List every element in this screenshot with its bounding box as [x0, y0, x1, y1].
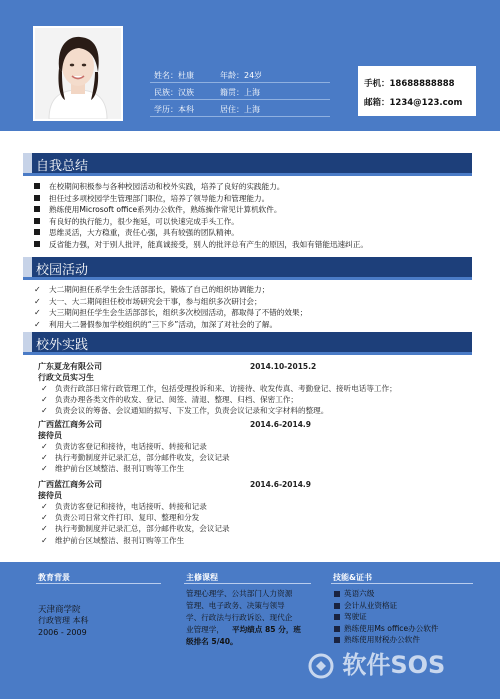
section-header-campus — [23, 257, 472, 280]
list-item-text: 驾驶证 — [344, 612, 367, 621]
list-item — [38, 405, 458, 416]
name-field: 姓名：杜康 — [154, 71, 194, 80]
check-icon: ✓ — [41, 513, 48, 523]
major-text: 行政管理 本科 — [38, 616, 89, 625]
check-icon: ✓ — [34, 308, 41, 318]
course-line: 管理、电子政务、决策与领导 — [186, 601, 285, 610]
divider — [331, 583, 473, 584]
check-icon: ✓ — [41, 535, 48, 545]
job-role: 接待员 — [38, 431, 62, 440]
company-name — [38, 361, 458, 372]
list-item-text: 熟练使用Microsoft office系列办公软件，熟练操作常见计算机软件。 — [49, 205, 282, 215]
list-item-text: 负责公司日常文件打印、复印、整理和分发 — [55, 513, 200, 523]
section-header-summary — [23, 153, 472, 176]
check-icon: ✓ — [41, 464, 48, 474]
info-row — [150, 66, 330, 83]
list-item-text: 有良好的执行能力，很少拖延，可以快速完成手头工作。 — [49, 216, 239, 226]
list-item — [34, 239, 474, 251]
skills-heading: 技能&证书 — [333, 573, 372, 582]
list-item — [38, 441, 458, 452]
square-bullet-icon — [334, 626, 340, 632]
watermark — [308, 645, 498, 685]
skills-list — [333, 588, 483, 646]
list-item-text: 英语六级 — [344, 589, 375, 598]
square-bullet-icon — [34, 229, 40, 235]
list-item — [34, 181, 474, 193]
list-item-text: 执行考勤制度并记录汇总，部分邮件收发，会议记录 — [55, 453, 230, 463]
company-text: 广西蓝江商务公司 — [38, 420, 102, 429]
list-item — [38, 383, 458, 394]
section-bar — [23, 153, 32, 173]
school-name: 天津商学院 — [38, 605, 81, 615]
check-icon: ✓ — [41, 406, 48, 416]
course-line: 业管理学， — [186, 625, 224, 634]
list-item-text: 会计从业资格证 — [344, 600, 398, 610]
watermark-text: 软件SOS — [342, 651, 446, 679]
list-item — [38, 452, 458, 463]
contact-box — [358, 66, 476, 116]
list-item — [38, 394, 458, 405]
age-field: 年龄：24岁 — [220, 71, 263, 80]
campus-list — [34, 284, 474, 330]
job-date: 2014.6-2014.9 — [250, 420, 311, 429]
square-bullet-icon — [34, 183, 40, 189]
list-item — [38, 501, 458, 512]
residence-field: 居住：上海 — [220, 105, 260, 114]
education-field: 学历：本科 — [154, 105, 194, 114]
check-icon: ✓ — [34, 285, 41, 294]
check-icon: ✓ — [34, 319, 41, 329]
list-item-text: 在校期间积极参与各种校园活动和校外实践，培养了良好的实践能力。 — [49, 182, 285, 191]
list-item — [333, 600, 483, 612]
check-icon: ✓ — [41, 453, 48, 463]
profile-photo — [33, 26, 123, 121]
job-date: 2014.10-2015.2 — [250, 362, 317, 371]
list-item — [34, 319, 474, 331]
section-title: 自我总结 — [36, 159, 89, 174]
list-item-text: 大一、大二期间担任校市场研究会干事，参与组织多次研讨会； — [49, 296, 262, 306]
list-item — [34, 193, 474, 205]
info-row — [150, 83, 330, 100]
list-item-text: 负责访客登记和接待，电话接听、转接和记录 — [55, 442, 207, 451]
company-text: 广东夏龙有限公司 — [38, 362, 102, 371]
list-item — [34, 204, 474, 216]
list-item — [38, 523, 458, 534]
section-bar — [23, 257, 32, 277]
list-item — [34, 296, 474, 308]
check-icon: ✓ — [41, 384, 48, 393]
square-bullet-icon — [34, 218, 40, 224]
info-row — [150, 100, 330, 117]
list-item-text: 维护前台区域整洁、报刊订购等工作生 — [55, 464, 185, 474]
list-item — [34, 216, 474, 228]
list-item-text: 大二期间担任系学生会生活部部长，锻炼了自己的组织协调能力； — [49, 285, 270, 294]
list-item — [38, 463, 458, 474]
list-item-text: 熟练使用Ms office办公软件 — [344, 623, 439, 633]
education-heading: 教育背景 — [38, 573, 70, 582]
watermark-logo-icon — [308, 653, 334, 679]
courses-heading: 主修课程 — [186, 573, 218, 582]
personal-info — [150, 66, 330, 117]
ethnicity-field: 民族：汉族 — [154, 88, 194, 97]
list-item-text: 利用大二暑假参加学校组织的“三下乡”活动，加深了对社会的了解。 — [49, 319, 278, 329]
summary-list — [34, 181, 474, 251]
list-item-text: 思维灵活，大方稳重，责任心强，具有较强的团队精神。 — [49, 228, 239, 238]
square-bullet-icon — [34, 241, 40, 247]
course-line: 学、行政法与行政诉讼、现代企 — [186, 613, 293, 622]
company-text: 广西蓝江商务公司 — [38, 480, 102, 489]
list-item-text: 熟练使用财税办公软件 — [344, 635, 420, 644]
section-title: 校园活动 — [36, 263, 89, 278]
check-icon: ✓ — [41, 524, 48, 534]
list-item — [333, 634, 483, 646]
check-icon: ✓ — [41, 502, 48, 511]
square-bullet-icon — [334, 614, 340, 620]
list-item-text: 执行考勤制度并记录汇总，部分邮件收发，会议记录 — [55, 524, 230, 534]
check-icon: ✓ — [41, 395, 48, 405]
job-role: 行政文员实习生 — [38, 373, 94, 382]
divider — [184, 583, 311, 584]
section-bar — [23, 332, 32, 352]
square-bullet-icon — [334, 603, 340, 609]
job-entry — [38, 361, 458, 417]
list-item — [38, 535, 458, 546]
square-bullet-icon — [34, 206, 40, 212]
list-item — [333, 623, 483, 635]
square-bullet-icon — [34, 195, 40, 201]
list-item — [34, 227, 474, 239]
check-icon: ✓ — [34, 296, 41, 306]
divider — [36, 583, 161, 584]
course-gpa: 平均绩点 85 分，班 — [232, 625, 302, 634]
section-title: 校外实践 — [36, 338, 89, 353]
list-item-text: 维护前台区域整洁、报刊订购等工作生 — [55, 535, 185, 545]
square-bullet-icon — [334, 591, 340, 597]
list-item — [34, 284, 474, 296]
list-item-text: 负责办理各类文件的收发、登记、阅签、清退、整理、归档、保密工作； — [55, 395, 298, 405]
job-date: 2014.6-2014.9 — [250, 480, 311, 489]
company-name — [38, 419, 458, 430]
section-header-practice — [23, 332, 472, 355]
years-text: 2006 - 2009 — [38, 628, 87, 637]
list-item-text: 负责会议的筹备、会议通知的拟写、下发工作，负责会议记录和文字材料的整理。 — [55, 406, 329, 416]
course-line: 管理心理学、公共部门人力资源 — [186, 589, 293, 598]
job-entry — [38, 419, 458, 475]
list-item-text: 负责行政部日常行政管理工作，包括受理投诉和来、访接待、收发传真、考勤登记、接听电话等工作； — [55, 384, 397, 393]
list-item-text: 负责访客登记和接待，电话接听、转接和记录 — [55, 502, 207, 511]
email-text: 邮箱：1234@123.com — [364, 98, 463, 108]
job-role: 接待员 — [38, 491, 62, 500]
list-item — [333, 588, 483, 600]
job-entry — [38, 479, 458, 546]
origin-field: 籍贯：上海 — [220, 88, 260, 97]
company-name — [38, 479, 458, 490]
list-item-text: 大三期间担任学生会生活部部长，组织多次校园活动，都取得了不错的效果； — [49, 308, 308, 318]
list-item — [34, 307, 474, 319]
avatar — [35, 28, 121, 119]
square-bullet-icon — [334, 637, 340, 643]
list-item-text: 反省能力强，对于别人批评，能真诚接受，别人的批评总有产生的原因，我如有错能迅速纠正。 — [49, 239, 368, 249]
phone-text: 手机：18688888888 — [364, 79, 455, 89]
list-item — [333, 611, 483, 623]
course-rank: 级排名 5/40。 — [186, 637, 238, 646]
check-icon: ✓ — [41, 442, 48, 451]
list-item-text: 担任过多项校园学生管理部门职位，培养了领导能力和管理能力。 — [49, 193, 270, 203]
list-item — [38, 512, 458, 523]
